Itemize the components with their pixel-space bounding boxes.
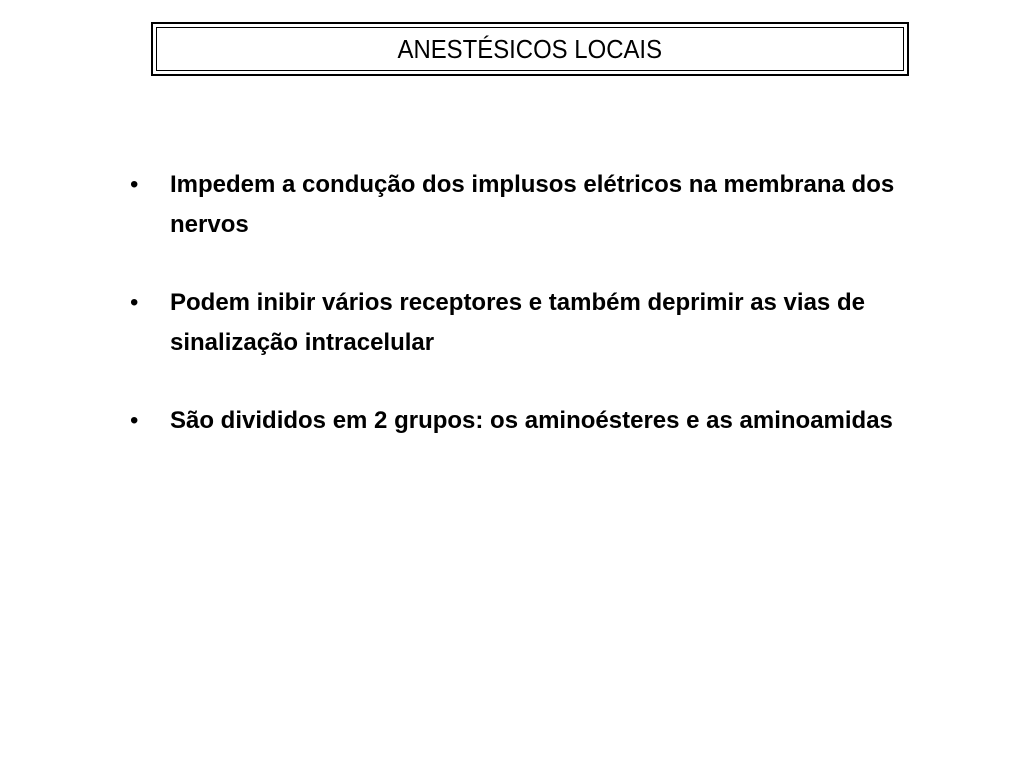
bullet-text: Podem inibir vários receptores e também deprimir as vias de sinalização intracelular	[170, 289, 865, 356]
slide-title: ANESTÉSICOS LOCAIS	[397, 33, 663, 64]
bullet-icon: •	[130, 171, 139, 198]
title-frame-inner	[156, 27, 904, 71]
bullet-item	[130, 401, 920, 441]
bullet-icon: •	[130, 407, 139, 434]
bullet-icon: •	[130, 289, 139, 316]
bullet-text: São divididos em 2 grupos: os aminoésteres e as aminoamidas	[170, 407, 893, 434]
bullet-text: Impedem a condução dos implusos elétricos na membrana dos nervos	[170, 171, 895, 238]
bullet-item	[130, 165, 920, 245]
bullet-list	[130, 165, 920, 479]
bullet-item	[130, 283, 920, 363]
title-frame	[151, 22, 909, 76]
